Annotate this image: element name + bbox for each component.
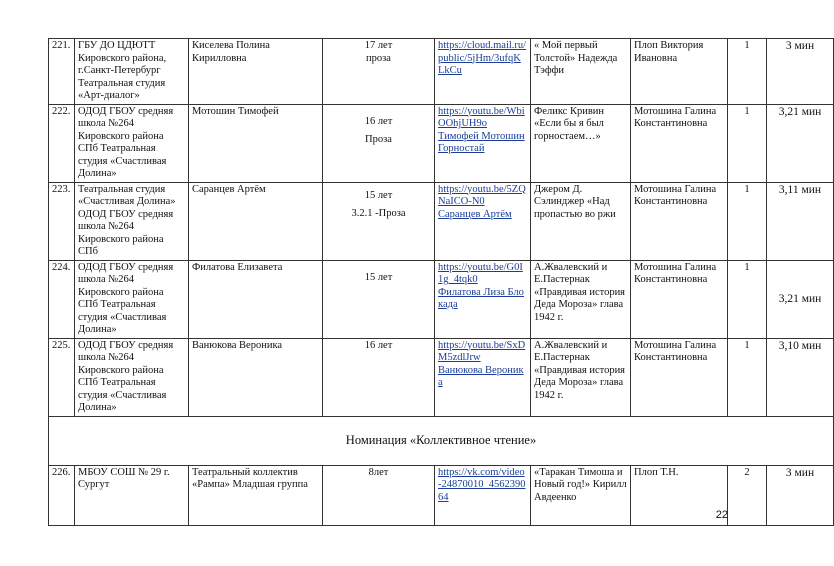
video-link[interactable]: https://youtu.be/WbiOOhjUH9o [438, 105, 525, 129]
nomination-title: Номинация «Коллективное чтение» [49, 416, 834, 465]
work-cell: А.Жвалевский и Е.Пастернак «Правдивая история Деда Мороза» глава 1942 г. [531, 338, 631, 416]
participant-count: 1 [728, 39, 767, 105]
teacher-cell: Мотошина Галина Константиновна [631, 260, 728, 338]
duration-cell: 3,10 мин [767, 338, 834, 416]
participant-count: 1 [728, 260, 767, 338]
duration-cell: 3 мин [767, 39, 834, 105]
duration-cell: 3,21 мин [767, 260, 834, 338]
participant-cell: Ванюкова Вероника [189, 338, 323, 416]
table-row [49, 260, 834, 338]
participant-count: 1 [728, 182, 767, 260]
age-genre-cell [323, 260, 435, 338]
organization-cell: ОДОД ГБОУ средняя школа №264 Кировского района СПб Театральная студия «Счастливая Долина» [75, 260, 189, 338]
participant-cell: Киселева Полина Кирилловна [189, 39, 323, 105]
table-row [49, 182, 834, 260]
video-link-cell [435, 182, 531, 260]
table-row [49, 39, 834, 105]
genre-value: проза [366, 52, 391, 64]
video-link-cell [435, 338, 531, 416]
organization-cell: МБОУ СОШ № 29 г. Сургут [75, 465, 189, 525]
age-genre-cell [323, 39, 435, 105]
table-row [49, 338, 834, 416]
participant-count: 1 [728, 338, 767, 416]
row-number: 226. [49, 465, 75, 525]
video-link-cell [435, 465, 531, 525]
organization-cell: ГБУ ДО ЦДЮТТ Кировского района, г.Санкт-Петербург Театральная студия «Арт-диалог» [75, 39, 189, 105]
age-genre-cell [323, 465, 435, 525]
work-cell: А.Жвалевский и Е.Пастернак «Правдивая история Деда Мороза» глава 1942 г. [531, 260, 631, 338]
video-link[interactable]: https://cloud.mail.ru/public/5jHm/3ufqKLkCu [438, 40, 527, 76]
row-number: 224. [49, 260, 75, 338]
age-value: 8лет [368, 466, 389, 478]
age-value: 15 лет [364, 271, 393, 283]
video-link-title[interactable]: Филатова Лиза Блокада [438, 286, 524, 310]
age-value: 16 лет [364, 339, 393, 351]
work-cell: «Таракан Тимоша и Новый год!» Кирилл Авдеенко [531, 465, 631, 525]
video-link-cell [435, 104, 531, 182]
row-number: 223. [49, 182, 75, 260]
video-link-title[interactable]: Тимофей Мотошин Горностай [438, 130, 525, 154]
teacher-cell: Плоп Т.Н. [631, 465, 728, 525]
age-genre-cell [323, 338, 435, 416]
participant-count: 2 [728, 465, 767, 525]
teacher-cell: Мотошина Галина Константиновна [631, 182, 728, 260]
duration-cell: 3 мин [767, 465, 834, 525]
video-link-title[interactable]: Саранцев Артём [438, 208, 512, 220]
organization-cell: ОДОД ГБОУ средняя школа №264 Кировского района СПб Театральная студия «Счастливая Долина» [75, 338, 189, 416]
video-link-cell [435, 260, 531, 338]
duration-cell: 3,11 мин [767, 182, 834, 260]
video-link[interactable]: https://vk.com/video-24870010_456239064 [438, 466, 526, 503]
age-genre-cell [323, 182, 435, 260]
age-value: 17 лет [364, 40, 393, 51]
video-link[interactable]: https://youtu.be/G0I1g_4tqk0 [438, 261, 523, 285]
participant-count: 1 [728, 104, 767, 182]
organization-cell: ОДОД ГБОУ средняя школа №264 Кировского района СПб Театральная студия «Счастливая Долина» [75, 104, 189, 182]
participant-cell: Мотошин Тимофей [189, 104, 323, 182]
age-value: 15 лет [364, 189, 393, 201]
row-number: 225. [49, 338, 75, 416]
age-genre-cell [323, 104, 435, 182]
age-value: 16 лет [364, 115, 393, 127]
video-link[interactable]: https://youtu.be/SxDM5zdlJrw [438, 339, 526, 363]
teacher-cell: Мотошина Галина Константиновна [631, 338, 728, 416]
participant-cell: Филатова Елизавета [189, 260, 323, 338]
participant-cell: Театральный коллектив «Рампа» Младшая группа [189, 465, 323, 525]
teacher-cell: Мотошина Галина Константиновна [631, 104, 728, 182]
page-number: 22 [715, 509, 728, 521]
results-table [48, 38, 834, 526]
genre-value: 3.2.1 -Проза [351, 208, 406, 219]
participant-cell: Саранцев Артём [189, 182, 323, 260]
video-link-cell [435, 39, 531, 105]
video-link-title[interactable]: Ванюкова Вероника [438, 364, 524, 388]
nomination-row [49, 416, 834, 465]
teacher-cell: Плоп Виктория Ивановна [631, 39, 728, 105]
genre-value: Проза [365, 134, 392, 145]
work-cell: Феликс Кривин «Если бы я был горностаем…» [531, 104, 631, 182]
row-number: 222. [49, 104, 75, 182]
work-cell: « Мой первый Толстой» Надежда Тэффи [531, 39, 631, 105]
row-number: 221. [49, 39, 75, 105]
table-row [49, 104, 834, 182]
duration-cell: 3,21 мин [767, 104, 834, 182]
work-cell: Джером Д. Сэлинджер «Над пропастью во ржи [531, 182, 631, 260]
organization-cell: Театральная студия «Счастливая Долина» ОДОД ГБОУ средняя школа №264 Кировского района СПб [75, 182, 189, 260]
video-link[interactable]: https://youtu.be/5ZQNaICO-N0 [438, 183, 526, 207]
